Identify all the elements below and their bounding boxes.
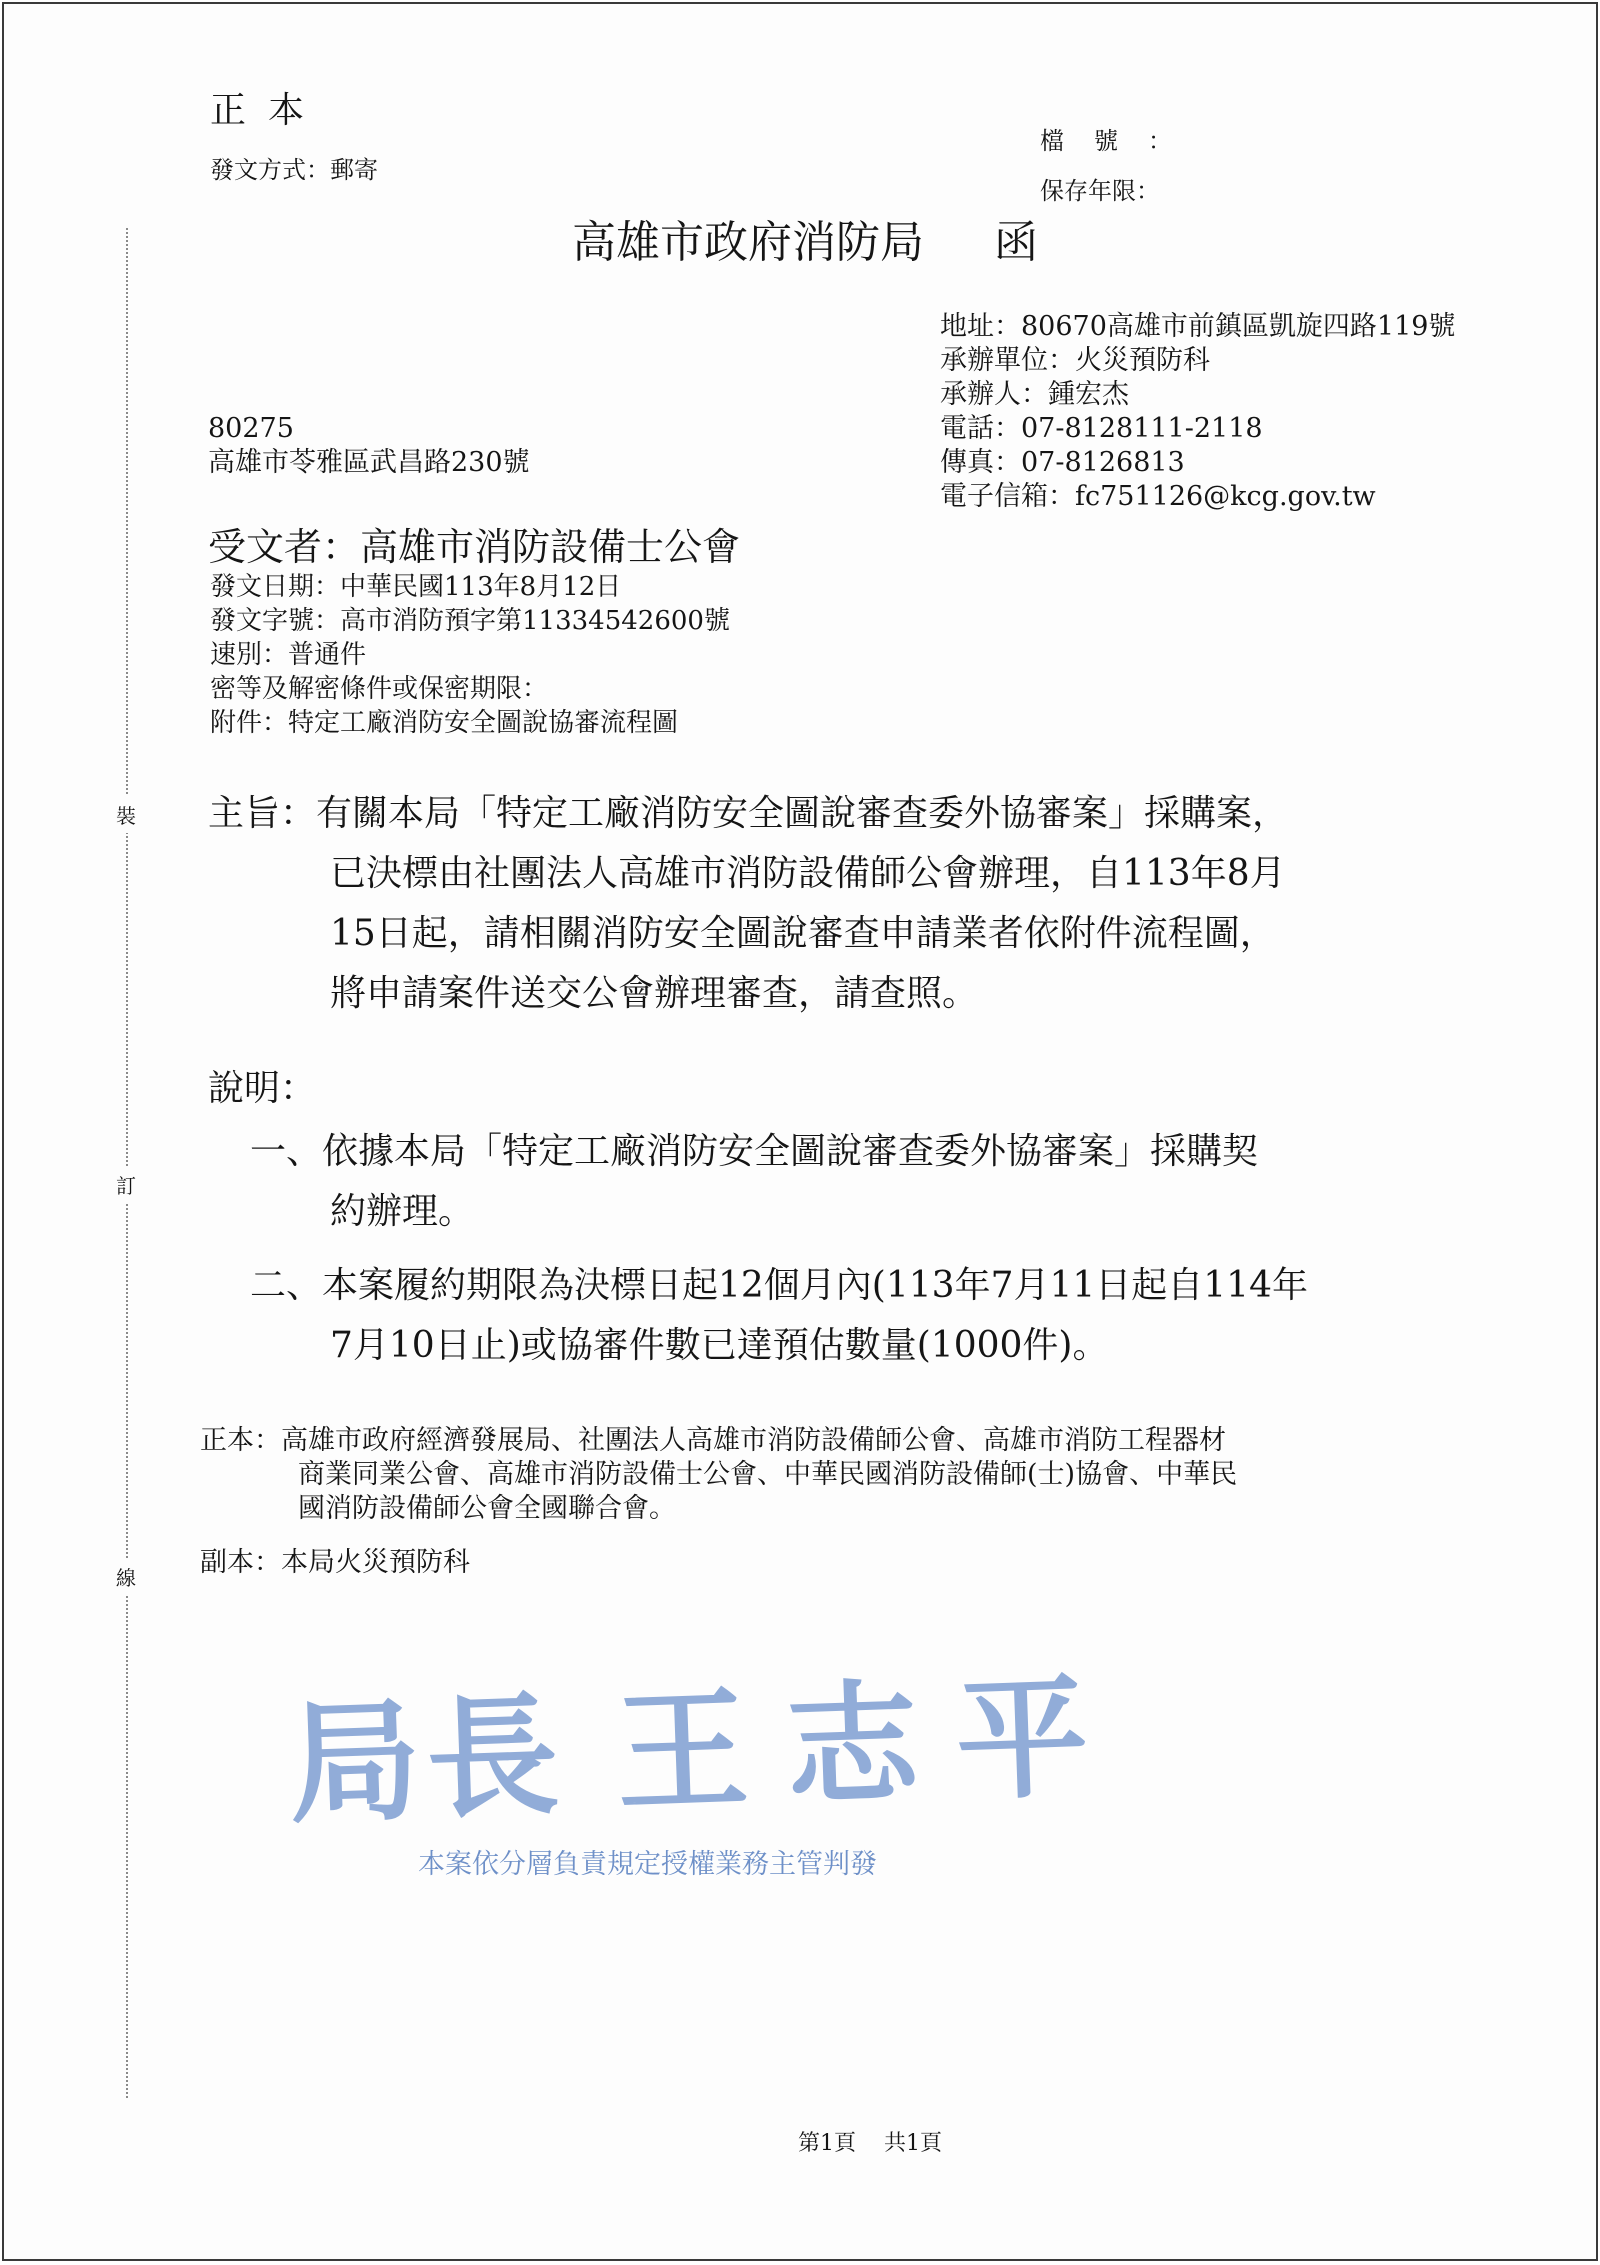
phone: 電話：07-8128111-2118: [940, 413, 1263, 444]
subject-line: 已決標由社團法人高雄市消防設備師公會辦理，自113年8月: [330, 853, 1286, 894]
file-number-label: 檔號: [1040, 127, 1148, 155]
subject-section: [208, 784, 1288, 1024]
agency-name: 高雄市政府消防局: [572, 217, 924, 268]
recipient-address: [208, 412, 530, 480]
carbon-copy: 副本：本局火災預防科: [200, 1547, 470, 1578]
distribution-line: 商業同業公會、高雄市消防設備士公會、中華民國消防設備師(士)協會、中華民: [298, 1459, 1238, 1490]
explanation-line: 約辦理。: [330, 1191, 475, 1232]
subject-line: 主旨：有關本局「特定工廠消防安全圖說審查委外協審案」採購案，: [208, 793, 1289, 834]
file-number-colon: ：: [1148, 127, 1172, 155]
seal-title: 局長: [285, 1678, 568, 1843]
binding-mark-zhuang: 裝: [116, 796, 136, 833]
recipient-street: 高雄市苓雅區武昌路230號: [208, 447, 530, 478]
email: 電子信箱：fc751126@kcg.gov.tw: [940, 481, 1376, 512]
explanation-line: 一、依據本局「特定工廠消防安全圖說審查委外協審案」採購契: [250, 1131, 1259, 1172]
copy-label: 正本: [210, 90, 327, 131]
contact-block: [940, 310, 1455, 514]
page-title: [572, 206, 1038, 270]
file-meta: [1040, 116, 1172, 216]
issue-date: 發文日期：中華民國113年8月12日: [210, 572, 622, 602]
subject-line: 15日起，請相關消防安全圖說審查申請業者依附件流程圖，: [330, 913, 1276, 954]
doc-type: 函: [994, 217, 1038, 268]
explanation-heading: 說明：: [208, 1068, 317, 1109]
binding-mark-ding: 訂: [116, 1166, 136, 1203]
explanation-item-2: [250, 1256, 1308, 1376]
secrecy-level: 密等及解密條件或保密期限：: [210, 674, 549, 704]
document-page: [2, 2, 1598, 2261]
page-total: 共1頁: [884, 2131, 942, 2156]
authorization-note: 本案依分層負責規定授權業務主管判發: [418, 1849, 877, 1880]
binding-dotted-line: [126, 228, 128, 2098]
handling-officer: 承辦人：鍾宏杰: [940, 379, 1129, 410]
agency-address: 地址：80670高雄市前鎮區凱旋四路119號: [940, 311, 1456, 342]
page-current: 第1頁: [798, 2131, 856, 2156]
subject-line: 將申請案件送交公會辦理審查，請查照。: [330, 973, 979, 1014]
distribution-list: [200, 1424, 1237, 1526]
recipient: 受文者：高雄市消防設備士公會: [208, 525, 741, 569]
recipient-postcode: 80275: [208, 413, 294, 444]
explanation-item-1: [250, 1122, 1258, 1242]
page-number: [798, 2126, 942, 2157]
explanation-line: 二、本案履約期限為決標日起12個月內(113年7月11日起自114年: [250, 1265, 1308, 1306]
distribution-line: 國消防設備師公會全國聯合會。: [298, 1493, 676, 1524]
distribution-line: 正本：高雄市政府經濟發展局、社團法人高雄市消防設備師公會、高雄市消防工程器材: [200, 1425, 1226, 1456]
director-seal: [285, 1629, 1129, 1848]
seal-name: 王志平: [613, 1658, 1129, 1832]
binding-mark-xian: 線: [116, 1558, 136, 1595]
attachment: 附件：特定工廠消防安全圖說協審流程圖: [210, 708, 679, 738]
explanation-line: 7月10日止)或協審件數已達預估數量(1000件)。: [330, 1325, 1109, 1366]
retention-label: 保存年限：: [1040, 177, 1160, 205]
speed-class: 速別：普通件: [210, 640, 367, 670]
document-meta: [210, 570, 730, 740]
issue-number: 發文字號：高市消防預字第11334542600號: [210, 606, 730, 636]
handling-unit: 承辦單位：火災預防科: [940, 345, 1210, 376]
fax: 傳真：07-8126813: [940, 447, 1185, 478]
send-method: 發文方式：郵寄: [210, 156, 378, 184]
